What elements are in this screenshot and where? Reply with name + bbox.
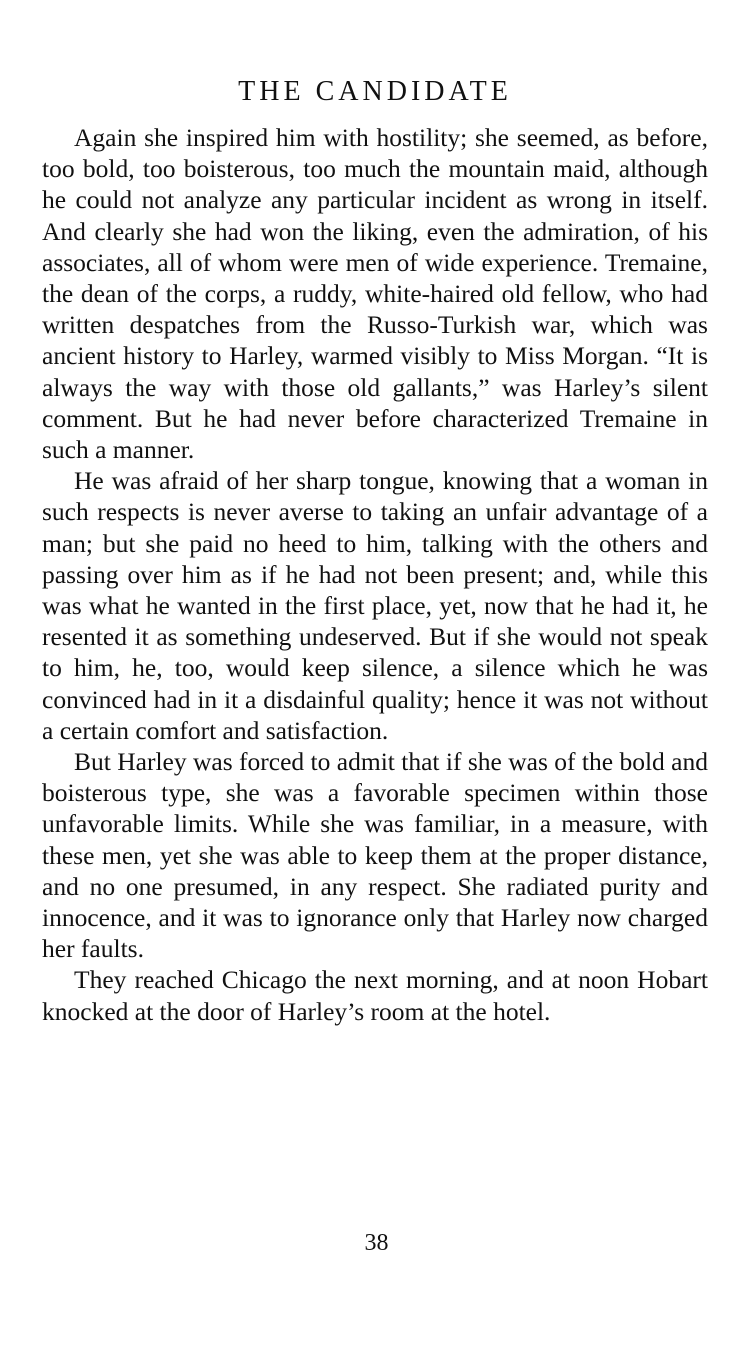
paragraph-3: But Harley was forced to admit that if she was of the bold and boisterous type, she was a favorable specimen within those unfavorable limits. While she was familiar, in a measure, with these men, yet she was able to keep them at the proper distance, and no one presumed, in any respect. She radiated purity and innocence, and it was to ignorance only that Harley now charged her faults.	[42, 747, 708, 964]
book-page	[42, 72, 708, 1027]
paragraph-2: He was afraid of her sharp tongue, knowing that a woman in such respects is never averse to taking an unfair advantage of a man; but she paid no heed to him, talking with the others and passing over him as if he had not been present; and, while this was what he wanted in the first place, yet, now that he had it, he resented it as something undeserved. But if she would not speak to him, he, too, would keep silence, a silence which he was convinced had in it a disdainful quality; hence it was not without a certain comfort and satisfaction.	[42, 466, 708, 745]
running-head: THE CANDIDATE	[238, 76, 512, 107]
paragraph-1: Again she inspired him with hostility; she seemed, as before, too bold, too boisterous, too much the mountain maid, although he could not analyze any particular incident as wrong in itself. And clearly she had won the liking, even the admiration, of his associates, all of whom were men of wide experience. Tremaine, the dean of the corps, a ruddy, white-haired old fellow, who had written despatches from the Russo-Turkish war, which was ancient history to Harley, warmed visibly to Miss Morgan. “It is always the way with those old gallants,” was Harley’s silent comment. But he had never before characterized Tremaine in such a manner.	[42, 123, 708, 465]
paragraph-4: They reached Chicago the next morning, and at noon Hobart knocked at the door of Harley’s room at the hotel.	[42, 965, 708, 1026]
page-number: 38	[364, 1230, 389, 1256]
